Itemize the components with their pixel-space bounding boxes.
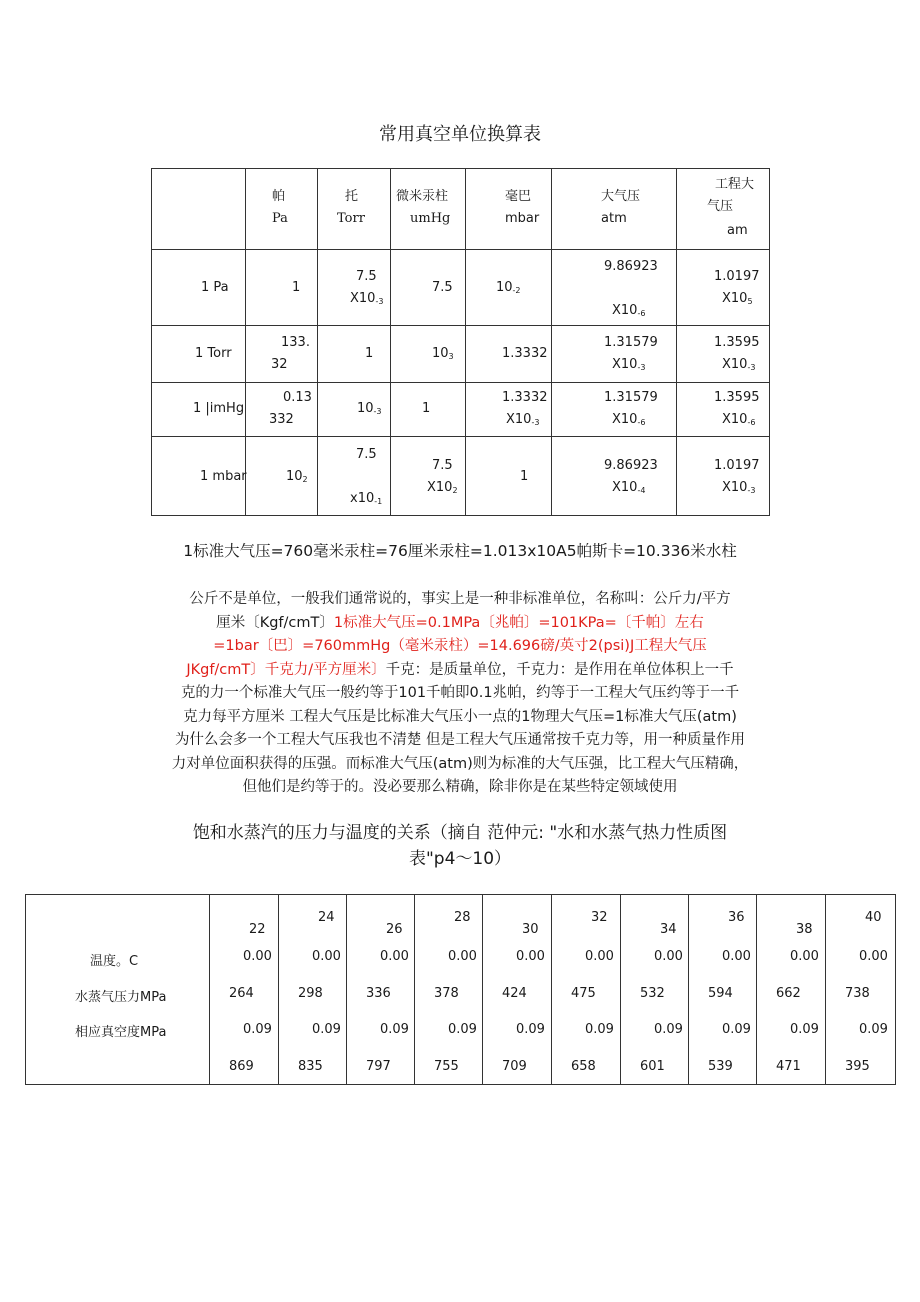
header-mbar: 毫巴 mbar (505, 189, 540, 226)
vacuum-value-digits: 835 (298, 1059, 323, 1074)
pressure-value-prefix: 0.00 (312, 949, 341, 964)
temperature-value: 26 (386, 922, 403, 937)
vacuum-value-prefix: 0.09 (380, 1022, 409, 1037)
steam-table-title: 饱和水蒸汽的压力与温度的关系（摘自 范仲元: "水和水蒸气热力性质图 表"p4〜10） (192, 823, 728, 869)
table-rule (151, 249, 770, 250)
header-pa: 帕 Pa (272, 189, 288, 226)
table-rule (414, 894, 415, 1085)
table-rule (151, 436, 770, 437)
pressure-value-digits: 532 (640, 986, 665, 1001)
row-label-temperature: 温度。C (90, 954, 139, 969)
paragraph-line: 力对单位面积获得的压强。而标准大气压(atm)则为标准的大气压强，比工程大气压精确， (171, 755, 749, 772)
cell-value: 9.86923 $X10_{-4}$ (604, 458, 658, 495)
cell-value: 1.31579 $X10_{-3}$ (604, 335, 658, 372)
steam-pressure-table (25, 894, 896, 1085)
vacuum-value-prefix: 0.09 (859, 1022, 888, 1037)
header-torr: 托 Torr (337, 189, 365, 226)
cell-value: 7.5 $X10_2$ (427, 458, 458, 495)
table-rule (151, 325, 770, 326)
table-rule (317, 168, 318, 516)
table-rule (465, 168, 466, 516)
cell-value: 1 (292, 280, 301, 295)
temperature-value: 30 (522, 922, 539, 937)
pressure-value-digits: 264 (229, 986, 254, 1001)
vacuum-value-digits: 755 (434, 1059, 459, 1074)
row-label: 1 mbar (200, 469, 247, 484)
cell-value: 1 (520, 469, 529, 484)
row-label-vacuum: 相应真空度MPa (75, 1025, 167, 1040)
temperature-value: 34 (660, 922, 677, 937)
cell-value: $10_2$ (286, 469, 308, 484)
cell-value: 1.3595 $X10_{-3}$ (714, 335, 760, 372)
table-rule (769, 168, 770, 516)
pressure-value-digits: 662 (776, 986, 801, 1001)
vacuum-value-prefix: 0.09 (243, 1022, 272, 1037)
table-rule (551, 894, 552, 1085)
row-label: 1 Pa (201, 280, 229, 295)
cell-value: 1.3332 $X10_{-3}$ (502, 390, 548, 427)
pressure-value-digits: 424 (502, 986, 527, 1001)
pressure-value-digits: 336 (366, 986, 391, 1001)
row-label-pressure: 水蒸气压力MPa (75, 990, 167, 1005)
paragraph-line: =1bar〔巴〕=760mmHg（毫米汞柱）=14.696磅/英寸2(psi)J工程大气压 (213, 638, 707, 654)
vacuum-value-prefix: 0.09 (516, 1022, 545, 1037)
table-rule (151, 168, 152, 516)
cell-value: $10_{-3}$ (357, 401, 382, 416)
pressure-value-prefix: 0.00 (448, 949, 477, 964)
paragraph-line: 公斤不是单位，一般我们通常说的，事实上是一种非标准单位，名称叫：公斤力/平方 (189, 591, 731, 607)
cell-value: 133. 32 (271, 335, 310, 372)
header-am: 工程大 气压 am (707, 177, 755, 238)
vacuum-value-prefix: 0.09 (585, 1022, 614, 1037)
vacuum-value-digits: 797 (366, 1059, 391, 1074)
vacuum-value-prefix: 0.09 (448, 1022, 477, 1037)
pressure-value-prefix: 0.00 (243, 949, 272, 964)
temperature-value: 28 (454, 910, 471, 925)
header-atm: 大气压 atm (601, 189, 641, 226)
table-rule (688, 894, 689, 1085)
vacuum-value-prefix: 0.09 (312, 1022, 341, 1037)
vacuum-value-prefix: 0.09 (722, 1022, 751, 1037)
pressure-value-digits: 475 (571, 986, 596, 1001)
table-rule (676, 168, 677, 516)
paragraph-line: 克力每平方厘米 工程大气压是比标准大气压小一点的1物理大气压=1标准大气压(atm) (183, 708, 737, 725)
pressure-value-prefix: 0.00 (790, 949, 819, 964)
table-rule (245, 168, 246, 516)
pressure-value-digits: 738 (845, 986, 870, 1001)
vacuum-value-digits: 709 (502, 1059, 527, 1074)
temperature-value: 38 (796, 922, 813, 937)
pressure-value-prefix: 0.00 (380, 949, 409, 964)
table-rule (390, 168, 391, 516)
row-label: 1 Torr (195, 346, 232, 361)
cell-value: 7.5 $x10_{-1}$ (350, 447, 383, 506)
temperature-value: 24 (318, 910, 335, 925)
table-rule (151, 382, 770, 383)
cell-value: 1 (365, 346, 374, 361)
table-rule (551, 168, 552, 516)
table-rule (346, 894, 347, 1085)
table-rule (620, 894, 621, 1085)
pressure-value-prefix: 0.00 (516, 949, 545, 964)
table-rule (151, 515, 770, 516)
paragraph-line: 但他们是约等于的。没必要那么精确，除非你是在某些特定领域使用 (242, 779, 678, 795)
paragraph-line: 厘米〔Kgf/cmT〕1标准大气压=0.1MPa〔兆帕〕=101KPa=〔千帕〕左右 (216, 614, 704, 631)
pressure-value-digits: 594 (708, 986, 733, 1001)
paragraph-line: 克的力一个标准大气压一般约等于101千帕即0.1兆帕，约等于一工程大气压约等于一千 (180, 685, 740, 701)
cell-value: 1.31579 $X10_{-6}$ (604, 390, 658, 427)
cell-value: 9.86923 $X10_{-6}$ (604, 259, 658, 318)
vacuum-value-prefix: 0.09 (790, 1022, 819, 1037)
table-rule (278, 894, 279, 1085)
cell-value: 0.13 332 (269, 390, 312, 427)
temperature-value: 36 (728, 910, 745, 925)
paragraph-line: JKgf/cmT〕千克力/平方厘米〕千克：是质量单位，千克力：是作用在单位体积上一千 (186, 661, 734, 678)
pressure-value-prefix: 0.00 (585, 949, 614, 964)
pressure-value-prefix: 0.00 (654, 949, 683, 964)
row-label: 1 |imHg (193, 401, 245, 416)
paragraph-line: 为什么会多一个工程大气压我也不清楚 但是工程大气压通常按千克力等，用一种质量作用 (174, 732, 746, 748)
pressure-value-prefix: 0.00 (859, 949, 888, 964)
table-rule (151, 168, 770, 169)
vacuum-value-prefix: 0.09 (654, 1022, 683, 1037)
cell-value: 1 (422, 401, 431, 416)
pressure-value-digits: 298 (298, 986, 323, 1001)
cell-value: $10_{-2}$ (496, 280, 521, 295)
cell-value: $10_3$ (432, 346, 454, 361)
vacuum-value-digits: 601 (640, 1059, 665, 1074)
cell-value: 7.5 (432, 280, 453, 295)
cell-value: 1.3595 $X10_{-6}$ (714, 390, 760, 427)
vacuum-unit-table (151, 168, 770, 516)
cell-value: 1.3332 (502, 346, 548, 361)
table-rule (756, 894, 757, 1085)
header-umhg: 微米汞柱 umHg (396, 189, 451, 226)
vacuum-value-digits: 539 (708, 1059, 733, 1074)
vacuum-value-digits: 471 (776, 1059, 801, 1074)
vacuum-value-digits: 869 (229, 1059, 254, 1074)
vacuum-value-digits: 658 (571, 1059, 596, 1074)
cell-value: 1.0197 $X10_5$ (714, 269, 760, 306)
table-rule (825, 894, 826, 1085)
cell-value: 1.0197 $X10_{-3}$ (714, 458, 760, 495)
cell-value: 7.5 $X10_{-3}$ (350, 269, 384, 306)
vacuum-value-digits: 395 (845, 1059, 870, 1074)
standard-atmosphere-formula: 1标准大气压=760毫米汞柱=76厘米汞柱=1.013x10A5帕斯卡=10.336米水柱 (183, 542, 737, 560)
vacuum-table-title: 常用真空单位换算表 (379, 124, 541, 145)
temperature-value: 40 (865, 910, 882, 925)
pressure-value-digits: 378 (434, 986, 459, 1001)
pressure-value-prefix: 0.00 (722, 949, 751, 964)
explanation-paragraph (120, 588, 800, 800)
temperature-value: 22 (249, 922, 266, 937)
table-rule (209, 894, 210, 1085)
table-rule (482, 894, 483, 1085)
temperature-value: 32 (591, 910, 608, 925)
